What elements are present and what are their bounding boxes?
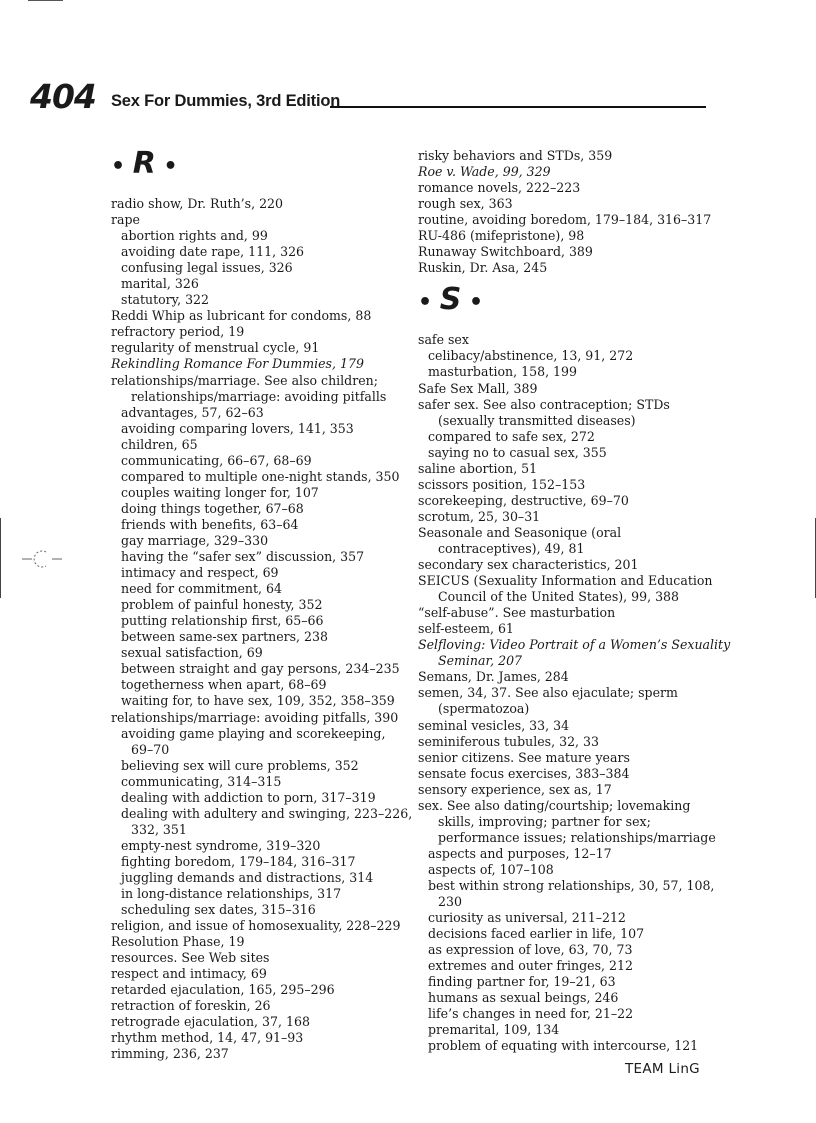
index-entry: rimming, 236, 237 xyxy=(111,1046,229,1062)
index-subentry: dealing with adultery and swinging, 223–226, xyxy=(121,805,413,821)
index-entry-continuation xyxy=(418,653,718,669)
index-subentry: couples waiting longer for, 107 xyxy=(121,484,319,500)
case-title-ref: Roe v. Wade, 99, 329 xyxy=(418,164,551,180)
index-subentry: abortion rights and, 99 xyxy=(121,228,268,244)
index-subentry: extremes and outer fringes, 212 xyxy=(428,958,633,974)
index-entry: scissors position, 152–153 xyxy=(418,476,586,492)
index-subentry: compared to multiple one-night stands, 350 xyxy=(121,468,400,484)
index-entry xyxy=(111,356,401,372)
index-entry-continuation: performance issues; relationships/marriage xyxy=(438,829,716,845)
index-entry: religion, and issue of homosexuality, 228–229 xyxy=(111,918,401,934)
section-letter: R xyxy=(132,146,156,181)
index-entry: “self-abuse”. See masturbation xyxy=(418,605,616,621)
index-subentry: statutory, 322 xyxy=(121,292,210,308)
crop-mark xyxy=(28,0,63,1)
index-entry: rough sex, 363 xyxy=(418,196,513,212)
index-subentry: problem of equating with intercourse, 121 xyxy=(428,1038,699,1054)
index-subentry: celibacy/abstinence, 13, 91, 272 xyxy=(428,348,634,364)
index-entry: self-esteem, 61 xyxy=(418,621,514,637)
index-subentry: gay marriage, 329–330 xyxy=(121,532,269,548)
index-entry: scrotum, 25, 30–31 xyxy=(418,508,541,524)
index-subentry: juggling demands and distractions, 314 xyxy=(121,869,374,885)
index-subentry: avoiding comparing lovers, 141, 353 xyxy=(121,420,354,436)
index-subentry: humans as sexual beings, 246 xyxy=(428,990,619,1006)
index-entry: Reddi Whip as lubricant for condoms, 88 xyxy=(111,308,372,324)
header-rule xyxy=(330,106,706,108)
index-entry: regularity of menstrual cycle, 91 xyxy=(111,340,320,356)
index-entry: Runaway Switchboard, 389 xyxy=(418,244,593,260)
index-entry: seminal vesicles, 33, 34 xyxy=(418,717,570,733)
index-subentry: believing sex will cure problems, 352 xyxy=(121,757,359,773)
index-entry: Safe Sex Mall, 389 xyxy=(418,380,538,396)
index-entry: Seasonale and Seasonique (oral xyxy=(418,524,622,540)
index-entry: radio show, Dr. Ruth’s, 220 xyxy=(111,196,284,211)
index-subentry: masturbation, 158, 199 xyxy=(428,364,577,380)
index-entry: scorekeeping, destructive, 69–70 xyxy=(418,492,629,508)
index-entry: saline abortion, 51 xyxy=(418,460,538,476)
index-entry: sensate focus exercises, 383–384 xyxy=(418,765,630,781)
index-entry-continuation: 230 xyxy=(438,894,462,910)
index-entry: rhythm method, 14, 47, 91–93 xyxy=(111,1030,304,1046)
index-entry: RU-486 (mifepristone), 98 xyxy=(418,228,585,244)
index-entry: sensory experience, sex as, 17 xyxy=(418,781,612,797)
index-entry: retraction of foreskin, 26 xyxy=(111,998,271,1014)
index-subentry: avoiding date rape, 111, 326 xyxy=(121,244,305,260)
index-subentry: friends with benefits, 63–64 xyxy=(121,516,299,532)
index-entry-continuation: 332, 351 xyxy=(131,821,187,837)
index-entry: Resolution Phase, 19 xyxy=(111,934,245,950)
index-subentry: best within strong relationships, 30, 57, 108, xyxy=(428,877,715,893)
index-entry: respect and intimacy, 69 xyxy=(111,966,267,982)
index-entry: romance novels, 222–223 xyxy=(418,180,581,196)
index-subentry: in long-distance relationships, 317 xyxy=(121,886,342,902)
index-subentry: saying no to casual sex, 355 xyxy=(428,444,607,460)
index-subentry: curiosity as universal, 211–212 xyxy=(428,910,626,926)
index-entry-continuation: contraceptives), 49, 81 xyxy=(438,540,585,556)
index-entry: sex. See also dating/courtship; lovemaking xyxy=(418,797,691,813)
index-subentry: communicating, 66–67, 68–69 xyxy=(121,452,312,468)
index-entry: retrograde ejaculation, 37, 168 xyxy=(111,1014,310,1030)
section-heading-s: • S • xyxy=(418,282,484,318)
index-subentry: premarital, 109, 134 xyxy=(428,1022,560,1038)
index-entry: routine, avoiding boredom, 179–184, 316–317 xyxy=(418,212,712,228)
section-heading-r: • R • xyxy=(111,146,178,181)
index-subentry: having the “safer sex” discussion, 357 xyxy=(121,549,365,565)
index-subentry: children, 65 xyxy=(121,436,198,452)
index-subentry: aspects and purposes, 12–17 xyxy=(428,845,612,861)
index-subentry: between same-sex partners, 238 xyxy=(121,629,328,645)
index-entry: senior citizens. See mature years xyxy=(418,749,630,765)
index-entry: safer sex. See also contraception; STDs xyxy=(418,396,670,412)
index-subentry: fighting boredom, 179–184, 316–317 xyxy=(121,853,356,869)
index-entry: resources. See Web sites xyxy=(111,950,270,966)
index-subentry: life’s changes in need for, 21–22 xyxy=(428,1006,634,1022)
index-subentry: intimacy and respect, 69 xyxy=(121,565,279,581)
video-title-ref-cont: Seminar, 207 xyxy=(438,653,523,669)
index-entry-continuation: 69–70 xyxy=(131,741,170,757)
index-subentry: problem of painful honesty, 352 xyxy=(121,597,323,613)
index-entry-continuation: (spermatozoa) xyxy=(438,701,530,717)
index-entry: seminiferous tubules, 32, 33 xyxy=(418,733,599,749)
index-subentry: advantages, 57, 62–63 xyxy=(121,404,264,420)
index-subentry: marital, 326 xyxy=(121,276,199,292)
index-column-left xyxy=(111,146,413,1063)
index-subentry: between straight and gay persons, 234–235 xyxy=(121,661,400,677)
index-entry: semen, 34, 37. See also ejaculate; sperm xyxy=(418,685,678,701)
index-subentry: dealing with addiction to porn, 317–319 xyxy=(121,789,376,805)
index-entry: refractory period, 19 xyxy=(111,324,245,340)
registration-line-left xyxy=(0,518,1,598)
index-subentry: confusing legal issues, 326 xyxy=(121,260,293,276)
index-subentry: compared to safe sex, 272 xyxy=(428,428,595,444)
index-entry: SEICUS (Sexuality Information and Education xyxy=(418,573,713,589)
index-entry: safe sex xyxy=(418,332,469,348)
index-subentry: togetherness when apart, 68–69 xyxy=(121,677,327,693)
index-entry: Ruskin, Dr. Asa, 245 xyxy=(418,260,548,276)
index-entry: Semans, Dr. James, 284 xyxy=(418,669,569,685)
index-subentry: sexual satisfaction, 69 xyxy=(121,645,263,661)
book-title-ref: Rekindling Romance For Dummies, 179 xyxy=(111,356,364,372)
index-entry: risky behaviors and STDs, 359 xyxy=(418,148,613,163)
index-subentry: as expression of love, 63, 70, 73 xyxy=(428,942,633,958)
index-entry: retarded ejaculation, 165, 295–296 xyxy=(111,982,335,998)
index-subentry: need for commitment, 64 xyxy=(121,581,282,597)
page-number: 404 xyxy=(30,77,96,116)
index-subentry: scheduling sex dates, 315–316 xyxy=(121,902,316,918)
index-entry-continuation: (sexually transmitted diseases) xyxy=(438,412,636,428)
index-subentry: doing things together, 67–68 xyxy=(121,500,304,516)
index-entry-continuation: relationships/marriage: avoiding pitfalls xyxy=(131,388,387,404)
index-subentry: aspects of, 107–108 xyxy=(428,861,554,877)
index-subentry: waiting for, to have sex, 109, 352, 358–359 xyxy=(121,693,395,709)
index-subentry: finding partner for, 19–21, 63 xyxy=(428,974,616,990)
index-subentry: empty-nest syndrome, 319–320 xyxy=(121,837,321,853)
index-subentry: avoiding game playing and scorekeeping, xyxy=(121,725,386,741)
registration-mark-icon xyxy=(22,548,64,570)
index-entry: relationships/marriage: avoiding pitfalls, 390 xyxy=(111,709,399,725)
index-entry-continuation: skills, improving; partner for sex; xyxy=(438,813,651,829)
index-entry: rape xyxy=(111,212,140,228)
index-subentry: decisions faced earlier in life, 107 xyxy=(428,926,645,942)
index-entry xyxy=(418,164,718,180)
index-entry: relationships/marriage. See also children; xyxy=(111,372,378,388)
index-column-right xyxy=(418,148,731,1054)
video-title-ref: Selfloving: Video Portrait of a Women’s Sexuality xyxy=(418,637,731,653)
book-title: Sex For Dummies, 3rd Edition xyxy=(111,92,341,110)
index-subentry: putting relationship first, 65–66 xyxy=(121,613,324,629)
index-entry-continuation: Council of the United States), 99, 388 xyxy=(438,589,680,605)
footer-label: TEAM LinG xyxy=(625,1061,700,1077)
index-entry xyxy=(418,637,731,653)
index-entry: secondary sex characteristics, 201 xyxy=(418,557,639,573)
section-letter: S xyxy=(439,282,462,318)
page-header xyxy=(30,77,706,116)
index-subentry: communicating, 314–315 xyxy=(121,773,282,789)
